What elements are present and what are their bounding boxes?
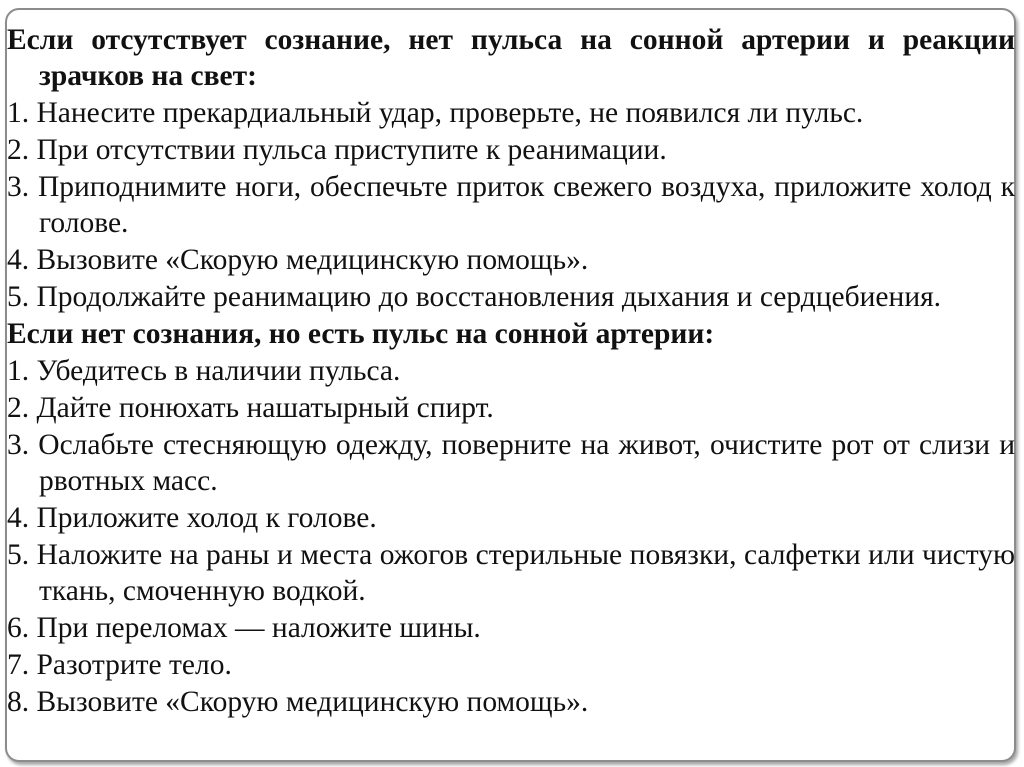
section-2-item-4: 4. Приложите холод к голове. [7,502,377,534]
section-2-item-8: 8. Вызовите «Скорую медицинскую помощь». [7,686,589,718]
section-1-heading: Если отсутствует сознание, нет пульса на сонной артерии и реакции зрачков на свет: [7,24,1015,92]
section-1-item-2: 2. При отсутствии пульса приступите к реанимации. [7,134,667,166]
section-2-item-2: 2. Дайте понюхать нашатырный спирт. [7,392,494,424]
slide-content [7,22,1015,721]
section-2-heading: Если нет сознания, но есть пульс на сонной артерии: [7,318,715,350]
section-1-item-5: 5. Продолжайте реанимацию до восстановления дыхания и сердцебиения. [7,281,942,313]
section-2-item-6: 6. При переломах — наложите шины. [7,612,481,644]
section-2-item-1: 1. Убедитесь в наличии пульса. [7,355,401,387]
section-2-item-5: 5. Наложите на раны и места ожогов стерильные повязки, салфетки или чистую ткань, смоченную водкой. [7,539,1015,607]
section-2-item-7: 7. Разотрите тело. [7,649,232,681]
section-2-item-3: 3. Ослабьте стесняющую одежду, поверните на живот, очистите рот от слизи и рвотных масс. [7,429,1015,497]
section-1-item-1: 1. Нанесите прекардиальный удар, проверьте, не появился ли пульс. [7,97,864,129]
section-1-item-4: 4. Вызовите «Скорую медицинскую помощь». [7,244,589,276]
section-1-item-3: 3. Приподнимите ноги, обеспечьте приток свежего воздуха, приложите холод к голове. [7,171,1015,239]
